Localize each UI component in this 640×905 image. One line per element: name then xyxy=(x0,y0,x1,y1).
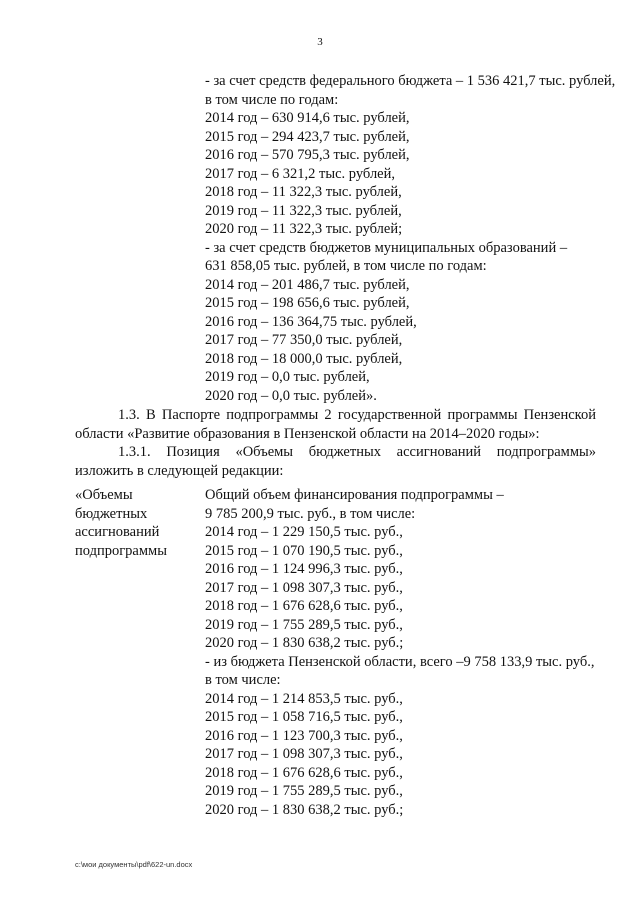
text-line: 2017 год – 77 350,0 тыс. рублей, xyxy=(205,332,403,348)
text-line: 2017 год – 1 098 307,3 тыс. руб., xyxy=(205,746,403,762)
federal-municipal-funding-block xyxy=(205,72,615,405)
text-line: - из бюджета Пензенской области, всего –9 758 133,9 тыс. руб., xyxy=(205,653,595,670)
text-line: 2015 год – 1 070 190,5 тыс. руб., xyxy=(205,542,403,559)
text-line: 2019 год – 0,0 тыс. рублей, xyxy=(205,369,370,385)
text-line: 2020 год – 11 322,3 тыс. рублей; xyxy=(205,221,403,237)
text-line: 2014 год – 630 914,6 тыс. рублей, xyxy=(205,110,410,126)
text-line: 2016 год – 136 364,75 тыс. рублей, xyxy=(205,313,417,330)
text-line: - за счет средств бюджетов муниципальных образований – xyxy=(205,239,568,256)
paragraph-1-3-1-line-2: изложить в следующей редакции: xyxy=(75,462,284,479)
text-line: 2019 год – 11 322,3 тыс. рублей, xyxy=(205,202,402,219)
text-line: 631 858,05 тыс. рублей, в том числе по годам: xyxy=(205,258,487,274)
table-left-cell xyxy=(75,486,167,560)
text-line: 2014 год – 1 229 150,5 тыс. руб., xyxy=(205,524,403,540)
text-line: 2015 год – 1 058 716,5 тыс. руб., xyxy=(205,709,403,725)
text-line: 2018 год – 1 676 628,6 тыс. руб., xyxy=(205,764,403,781)
text-line: бюджетных xyxy=(75,505,148,522)
text-line: 2018 год – 18 000,0 тыс. рублей, xyxy=(205,350,403,367)
text-line: Общий объем финансирования подпрограммы – xyxy=(205,487,504,503)
text-line: в том числе по годам: xyxy=(205,91,339,108)
text-line: 2014 год – 1 214 853,5 тыс. руб., xyxy=(205,690,403,707)
table-right-cell xyxy=(205,486,594,819)
text-line: 2015 год – 198 656,6 тыс. рублей, xyxy=(205,295,410,311)
text-line: 9 785 200,9 тыс. руб., в том числе: xyxy=(205,505,416,522)
file-path-footer: c:\мои документы\pdf\622-un.docx xyxy=(75,860,193,869)
paragraph-1-3-1-line-1: 1.3.1. Позиция «Объемы бюджетных ассигнований подпрограммы» xyxy=(118,444,596,460)
text-line: 2016 год – 570 795,3 тыс. рублей, xyxy=(205,147,410,163)
text-line: ассигнований xyxy=(75,524,160,540)
text-line: 2019 год – 1 755 289,5 тыс. руб., xyxy=(205,783,403,799)
text-line: 2020 год – 0,0 тыс. рублей». xyxy=(205,387,377,404)
text-line: 2016 год – 1 124 996,3 тыс. руб., xyxy=(205,561,403,577)
text-line: «Объемы xyxy=(75,487,133,503)
text-line: 2018 год – 1 676 628,6 тыс. руб., xyxy=(205,598,403,614)
text-line: - за счет средств федерального бюджета – 1 536 421,7 тыс. рублей, xyxy=(205,73,616,89)
text-line: 2020 год – 1 830 638,2 тыс. руб.; xyxy=(205,801,404,818)
text-line: подпрограммы xyxy=(75,542,167,559)
text-line: 2019 год – 1 755 289,5 тыс. руб., xyxy=(205,616,403,633)
text-line: 2017 год – 6 321,2 тыс. рублей, xyxy=(205,165,396,182)
text-line: 2016 год – 1 123 700,3 тыс. руб., xyxy=(205,727,403,744)
paragraph-1-3-line-1: 1.3. В Паспорте подпрограммы 2 государственной программы Пензенской xyxy=(118,407,596,423)
text-line: 2015 год – 294 423,7 тыс. рублей, xyxy=(205,128,410,145)
text-line: 2018 год – 11 322,3 тыс. рублей, xyxy=(205,184,402,200)
text-line: 2017 год – 1 098 307,3 тыс. руб., xyxy=(205,579,403,596)
text-line: 2020 год – 1 830 638,2 тыс. руб.; xyxy=(205,635,404,651)
page-number: 3 xyxy=(317,36,323,48)
paragraph-1-3-line-2: области «Развитие образования в Пензенской области на 2014–2020 годы»: xyxy=(75,425,540,442)
text-line: в том числе: xyxy=(205,672,281,688)
text-line: 2014 год – 201 486,7 тыс. рублей, xyxy=(205,276,410,293)
